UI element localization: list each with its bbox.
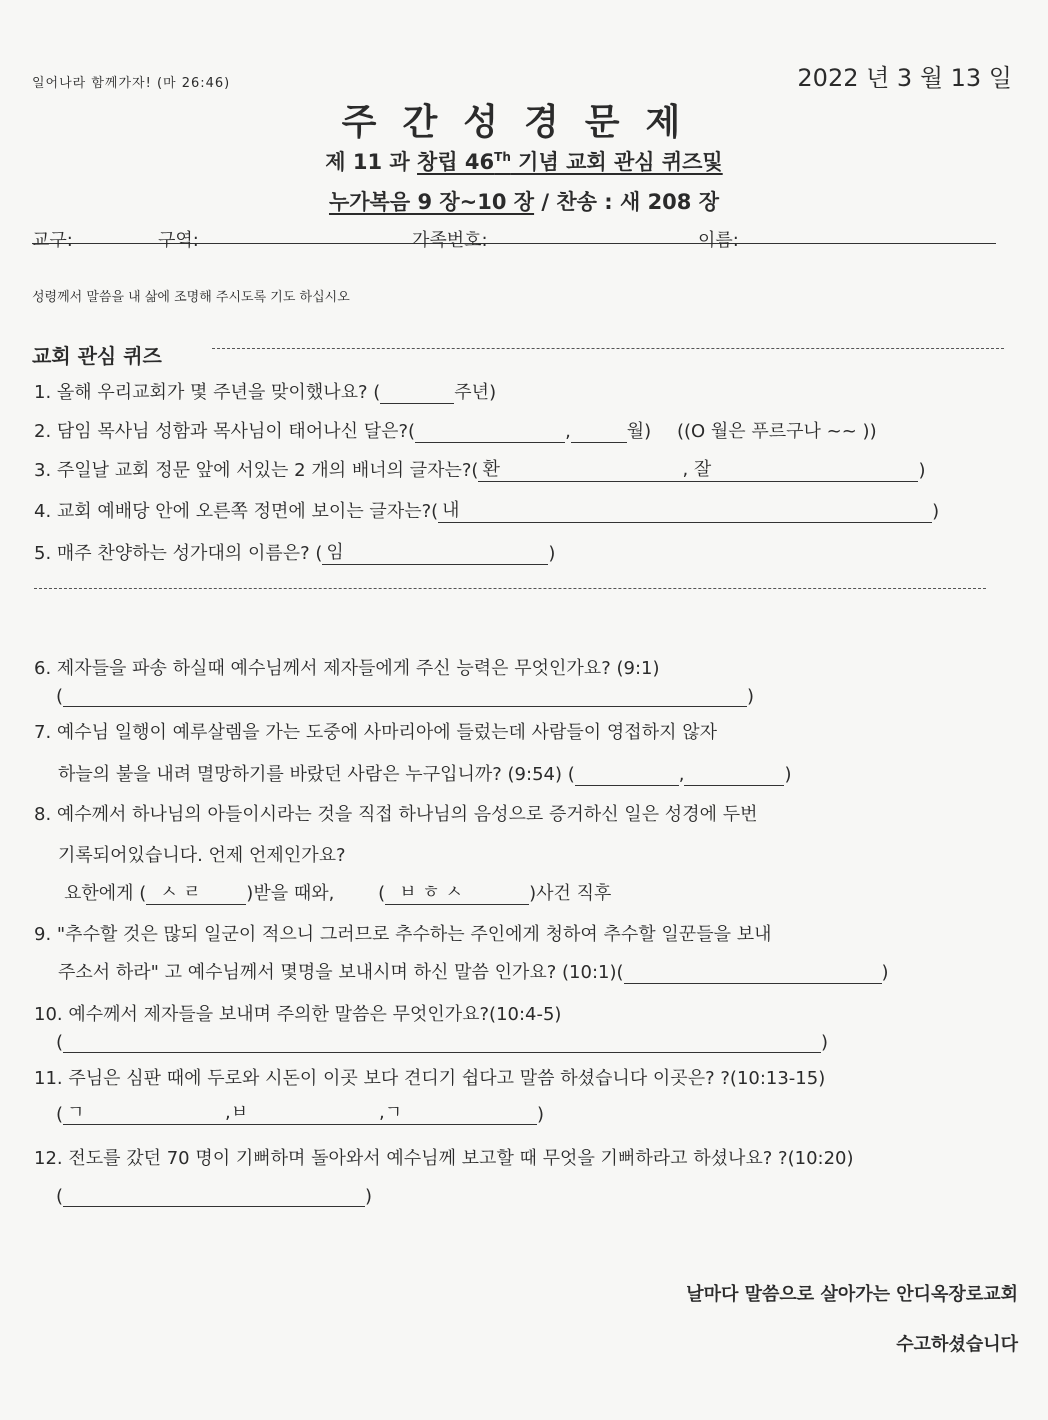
question-11: 11. 주님은 심판 때에 두로와 시돈이 이곳 보다 견디기 쉽다고 말씀 하셨습니다 이곳은? ?(10:13-15) xyxy=(34,1068,826,1089)
answer-line-6: ( ) xyxy=(56,686,755,707)
question-3: 3. 주일날 교회 정문 앞에 서있는 2 개의 배너의 글자는?( 환 , 잘 ) xyxy=(34,459,926,481)
separator: / xyxy=(541,190,550,214)
question-1: 1. 올해 우리교회가 몇 주년을 맞이했나요? ( 주년) xyxy=(34,382,497,403)
question-5: 5. 매주 찬양하는 성가대의 이름은? ( 임 ) xyxy=(34,542,556,564)
answer-blank[interactable]: ,ㅂ xyxy=(221,1106,375,1125)
question-10: 10. 예수께서 제자들을 보내며 주의한 말씀은 무엇인가요?(10:4-5) xyxy=(34,1004,562,1025)
answer-blank[interactable] xyxy=(63,688,747,707)
answer-line-11: ( ㄱ ,ㅂ ,ㄱ ) xyxy=(56,1102,545,1125)
section-title: 교회 관심 퀴즈 xyxy=(32,344,162,368)
closing-church: 날마다 말씀으로 살아가는 안디옥장로교회 xyxy=(686,1284,1018,1305)
lesson-number: 제 11 과 xyxy=(325,150,410,174)
lesson-topic: 창립 46Th 기념 교회 관심 퀴즈및 xyxy=(417,150,723,174)
answer-blank[interactable] xyxy=(575,767,679,786)
answer-blank[interactable] xyxy=(624,965,882,984)
answer-blank[interactable]: 임 xyxy=(322,546,548,565)
question-8: 8. 예수께서 하나님의 아들이시라는 것을 직접 하나님의 음성으로 증거하신 일은 성경에 두번 xyxy=(34,804,758,825)
answer-blank[interactable] xyxy=(63,1034,821,1053)
answer-blank[interactable] xyxy=(684,767,784,786)
answer-blank[interactable]: , 잘 xyxy=(678,463,918,482)
question-12: 12. 전도를 갔던 70 명이 기뻐하며 돌아와서 예수님께 보고할 때 무엇을 기뻐하라고 하셨나요? ?(10:20) xyxy=(34,1148,854,1169)
answer-blank[interactable] xyxy=(415,424,565,443)
answer-blank[interactable]: 환 xyxy=(478,463,678,482)
answer-blank[interactable]: ㅂ ㅎ ㅅ xyxy=(385,886,529,905)
question-8-line3: 요한에게 ( ㅅ ㄹ )받을 때와, ( ㅂ ㅎ ㅅ )사건 직후 xyxy=(64,882,612,904)
closing-thanks: 수고하셨습니다 xyxy=(896,1334,1018,1355)
page-title: 주간성경문제 xyxy=(341,102,707,143)
answer-blank[interactable]: ,ㄱ xyxy=(375,1106,537,1125)
name-label: 이름: xyxy=(698,230,739,251)
question-8-line2: 기록되어있습니다. 언제 언제인가요? xyxy=(58,845,346,866)
scripture-line xyxy=(0,186,1048,216)
motto: 일어나라 함께가자! (마 26:46) xyxy=(32,76,231,91)
answer-blank[interactable]: ㅅ ㄹ xyxy=(146,886,246,905)
question-9: 9. "추수할 것은 많되 일군이 적으니 그러므로 추수하는 주인에게 청하여 추수할 일꾼들을 보내 xyxy=(34,924,772,945)
answer-blank[interactable]: 내 xyxy=(438,504,932,523)
answer-blank[interactable] xyxy=(571,424,627,443)
question-7-line2: 하늘의 불을 내려 멸망하기를 바랐던 사람은 누구입니까? (9:54) ( , ) xyxy=(58,764,792,785)
parish-label: 교구: xyxy=(32,230,73,251)
hint: ((O 월은 푸르구나 ~~ )) xyxy=(676,421,877,442)
lesson-subtitle xyxy=(0,146,1048,176)
answer-blank[interactable] xyxy=(380,385,454,404)
question-9-line2: 주소서 하라" 고 예수님께서 몇명을 보내시며 하신 말씀 인가요? (10:1)( ) xyxy=(58,962,889,983)
prayer-note: 성령께서 말씀을 내 삶에 조명해 주시도록 기도 하십시오 xyxy=(32,290,350,305)
question-7: 7. 예수님 일행이 예루살렘을 가는 도중에 사마리아에 들렀는데 사람들이 영접하지 않자 xyxy=(34,722,717,743)
answer-blank[interactable]: ㄱ xyxy=(63,1106,221,1125)
info-line xyxy=(32,226,996,251)
hymn-number: 찬송 : 새 208 장 xyxy=(556,190,719,214)
section-divider xyxy=(212,348,1004,349)
question-4: 4. 교회 예배당 안에 오른쪽 정면에 보이는 글자는?( 내 ) xyxy=(34,500,940,522)
family-number-label: 가족번호: xyxy=(412,230,488,251)
scripture-range: 누가복음 9 장~10 장 xyxy=(328,190,535,214)
divider xyxy=(34,588,986,589)
district-label: 구역: xyxy=(158,230,199,251)
question-6: 6. 제자들을 파송 하실때 예수님께서 제자들에게 주신 능력은 무엇인가요? (9:1) xyxy=(34,658,660,679)
date: 2022 년 3 월 13 일 xyxy=(797,64,1012,92)
question-2: 2. 담임 목사님 성함과 목사님이 태어나신 달은?( , 월) ((O 월은 푸르구나 ~~ )) xyxy=(34,421,877,442)
answer-blank[interactable] xyxy=(63,1188,365,1207)
answer-line-10: ( ) xyxy=(56,1032,829,1053)
answer-line-12: ( ) xyxy=(56,1186,373,1207)
